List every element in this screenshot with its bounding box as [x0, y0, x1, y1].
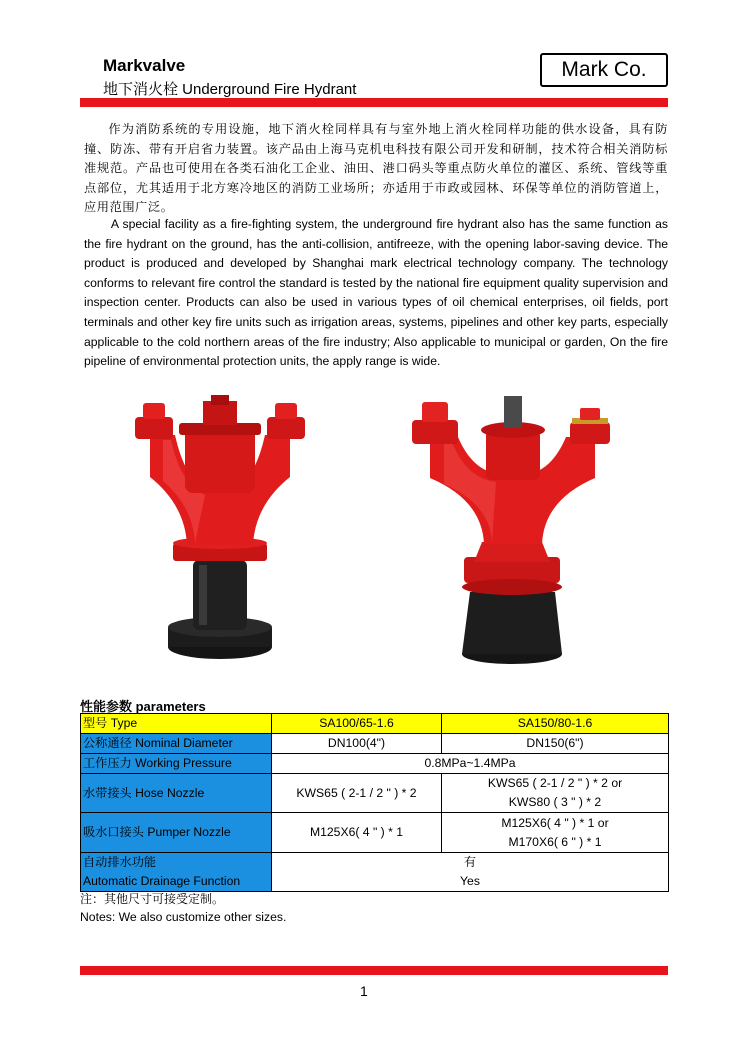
note-chinese: 注：其他尺寸可接受定制。 [80, 892, 225, 906]
pumper-label: 吸水口接头 Pumper Nozzle [81, 813, 272, 853]
hose-sa100: KWS65 ( 2-1 / 2 " ) * 2 [272, 774, 442, 813]
type-sa150: SA150/80-1.6 [442, 714, 669, 734]
intro-chinese: 作为消防系统的专用设施，地下消火栓同样具有与室外地上消火栓同样功能的供水设备，具有防撞、防冻、带有开启省力装置。该产品由上海马克机电科技有限公司开发和研制，技术符合相关消防标准规范。产品也可使用在各类石油化工企业、油田、港口码头等重点防火单位的灌区、系统、管线等重点部位，尤其适用于北方寒冷地区的消防工业场所；亦适用于市政或园林、环保等单位的消防管道上，应用范围广泛。 [84, 122, 668, 215]
footer-divider [80, 966, 668, 975]
table-row [81, 813, 669, 853]
pressure-label: 工作压力 Working Pressure [81, 754, 272, 774]
hose-sa150-line2: KWS80 ( 3 " ) * 2 [508, 795, 602, 809]
brand-name: Markvalve [103, 56, 186, 75]
hose-label: 水带接头 Hose Nozzle [81, 774, 272, 813]
table-row [81, 734, 669, 754]
nominal-sa150: DN150(6") [442, 734, 669, 754]
drain-label [81, 853, 272, 892]
pumper-sa150-line1: M125X6( 4 " ) * 1 or [501, 815, 609, 830]
header-divider [80, 98, 668, 107]
table-row [81, 754, 669, 774]
drain-label-cn: 自动排水功能 [83, 855, 157, 869]
hydrant-photo-sa150 [400, 392, 625, 667]
hose-sa150-line1: KWS65 ( 2-1 / 2 " ) * 2 or [487, 776, 623, 790]
table-row [81, 774, 669, 813]
nominal-sa100: DN100(4") [272, 734, 442, 754]
note-english: Notes: We also customize other sizes. [80, 910, 287, 924]
hose-sa150 [442, 774, 669, 813]
type-label: 型号 Type [81, 714, 272, 734]
pressure-value: 0.8MPa~1.4MPa [272, 754, 669, 774]
page-subtitle: 地下消火栓 Underground Fire Hydrant [103, 81, 357, 98]
drain-label-en: Automatic Drainage Function [83, 874, 241, 888]
pumper-sa150 [442, 813, 669, 853]
drain-value-en: Yes [460, 874, 480, 888]
pumper-sa150-line2: M170X6( 6 " ) * 1 [508, 834, 602, 849]
company-logo: Mark Co. [540, 53, 668, 87]
table-row [81, 853, 669, 892]
drain-value [272, 853, 669, 892]
params-table [80, 713, 669, 892]
page-number: 1 [360, 983, 368, 999]
nominal-label: 公称通径 Nominal Diameter [81, 734, 272, 754]
intro-english: A special facility as a fire-fighting system, the underground fire hydrant also has the same function as the fire hydrant on the ground, has the anti-collision, antifreeze, with the opening labor-saving device. The product is produced and developed by Shanghai mark electrical technology company. The technology conforms to relevant fire control the standard is tested by the national fire equipment quality supervision and inspection center. Products can also be used in various types of oil chemical enterprises, oil fields, port terminals and other key fire units such as irrigation areas, systems, pipelines and other key parts, especially applicable to the cold northern areas of the fire industry; Also applicable to municipal or garden, On the fire pipeline of environmental protection units, the apply range is wide. [84, 217, 668, 369]
drain-value-cn: 有 [463, 855, 477, 869]
hydrant-photo-sa100 [115, 395, 330, 670]
type-sa100: SA100/65-1.6 [272, 714, 442, 734]
params-title: 性能参数 parameters [80, 699, 206, 714]
pumper-sa100: M125X6( 4 " ) * 1 [272, 813, 442, 853]
table-row [81, 714, 669, 734]
